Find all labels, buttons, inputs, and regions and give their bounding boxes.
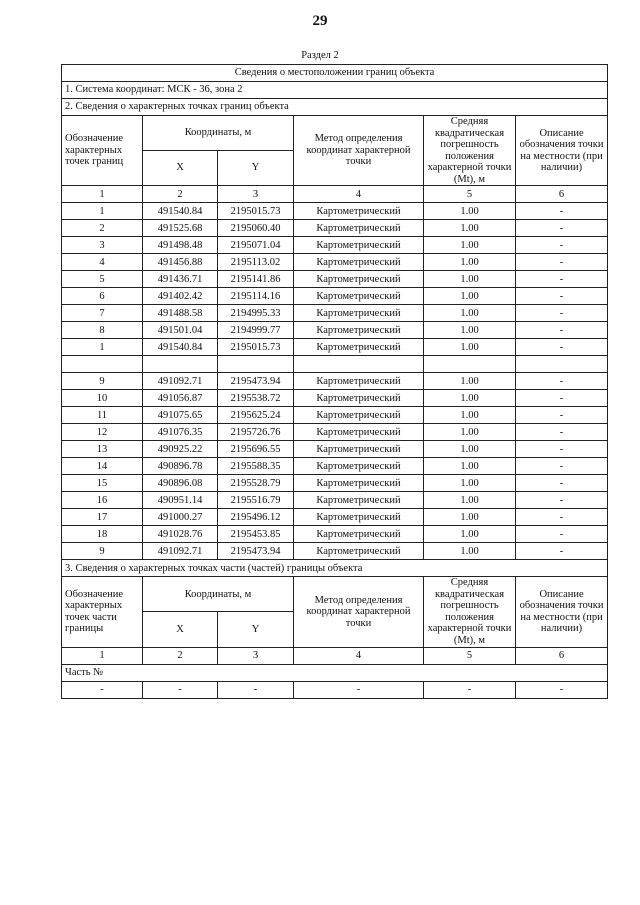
header-method: Метод определения координат характерной точки — [294, 577, 424, 647]
header-description: Описание обозначения точки на местности (при наличии) — [516, 116, 608, 186]
table-row — [62, 305, 608, 322]
point-number: 17 — [62, 509, 143, 526]
table-title: Сведения о местоположении границ объекта — [62, 65, 608, 82]
description: - — [516, 288, 608, 305]
method: Картометрический — [294, 237, 424, 254]
point-number: 9 — [62, 543, 143, 560]
coord-x: 491540.84 — [143, 203, 218, 220]
error-value: 1.00 — [424, 339, 516, 356]
point-number: 18 — [62, 526, 143, 543]
method: Картометрический — [294, 526, 424, 543]
error-value: 1.00 — [424, 475, 516, 492]
coord-y: 2195516.79 — [218, 492, 294, 509]
table-row — [62, 237, 608, 254]
method: Картометрический — [294, 458, 424, 475]
error-value: 1.00 — [424, 492, 516, 509]
description: - — [516, 339, 608, 356]
error-value: 1.00 — [424, 220, 516, 237]
point-number: 6 — [62, 288, 143, 305]
description: - — [516, 203, 608, 220]
table-row — [62, 254, 608, 271]
coord-y: 2195588.35 — [218, 458, 294, 475]
error-value: 1.00 — [424, 407, 516, 424]
description: - — [516, 407, 608, 424]
section-label: Раздел 2 — [301, 50, 339, 61]
column-number: 6 — [516, 186, 608, 203]
coord-x: 490925.22 — [143, 441, 218, 458]
part-cell: - — [424, 681, 516, 698]
page-number: 29 — [312, 13, 328, 29]
error-value: 1.00 — [424, 288, 516, 305]
coordinate-system: 1. Система координат: МСК - 36, зона 2 — [62, 82, 608, 99]
coord-y: 2195015.73 — [218, 203, 294, 220]
table-row — [62, 458, 608, 475]
method: Картометрический — [294, 203, 424, 220]
description: - — [516, 424, 608, 441]
point-number: 12 — [62, 424, 143, 441]
point-number: 3 — [62, 237, 143, 254]
coord-x: 491075.65 — [143, 407, 218, 424]
table-row — [62, 271, 608, 288]
header-method: Метод определения координат характерной точки — [294, 116, 424, 186]
part-cell: - — [143, 681, 218, 698]
coord-x: 491092.71 — [143, 373, 218, 390]
method: Картометрический — [294, 322, 424, 339]
method: Картометрический — [294, 441, 424, 458]
coord-y: 2195453.85 — [218, 526, 294, 543]
description: - — [516, 543, 608, 560]
section3-title: 3. Сведения о характерных точках части (частей) границы объекта — [62, 560, 608, 577]
table-row — [62, 407, 608, 424]
point-number: 9 — [62, 373, 143, 390]
coord-x: 491488.58 — [143, 305, 218, 322]
description: - — [516, 509, 608, 526]
table-row — [62, 203, 608, 220]
coord-y: 2195528.79 — [218, 475, 294, 492]
table-row — [62, 509, 608, 526]
column-number: 6 — [516, 647, 608, 664]
point-number: 16 — [62, 492, 143, 509]
description: - — [516, 390, 608, 407]
coord-x: 491028.76 — [143, 526, 218, 543]
header-y: Y — [218, 612, 294, 647]
error-value: 1.00 — [424, 373, 516, 390]
header-x: X — [143, 612, 218, 647]
point-number: 7 — [62, 305, 143, 322]
table-row — [62, 288, 608, 305]
method: Картометрический — [294, 509, 424, 526]
column-number: 1 — [62, 186, 143, 203]
point-number: 14 — [62, 458, 143, 475]
coord-x: 491525.68 — [143, 220, 218, 237]
point-number: 13 — [62, 441, 143, 458]
table-row — [62, 424, 608, 441]
description: - — [516, 271, 608, 288]
method: Картометрический — [294, 305, 424, 322]
part-label: Часть № — [62, 664, 608, 681]
description: - — [516, 526, 608, 543]
coord-x: 490951.14 — [143, 492, 218, 509]
method: Картометрический — [294, 424, 424, 441]
point-number: 1 — [62, 339, 143, 356]
method: Картометрический — [294, 390, 424, 407]
coord-y: 2194995.33 — [218, 305, 294, 322]
coord-y: 2194999.77 — [218, 322, 294, 339]
method: Картометрический — [294, 407, 424, 424]
section2-title: 2. Сведения о характерных точках границ объекта — [62, 99, 608, 116]
table-row — [62, 441, 608, 458]
coord-x: 491540.84 — [143, 339, 218, 356]
coord-y: 2195538.72 — [218, 390, 294, 407]
table-row — [62, 543, 608, 560]
table-row — [62, 322, 608, 339]
part-cell: - — [516, 681, 608, 698]
coord-y: 2195625.24 — [218, 407, 294, 424]
method: Картометрический — [294, 220, 424, 237]
table-row — [62, 373, 608, 390]
method: Картометрический — [294, 492, 424, 509]
column-number: 5 — [424, 647, 516, 664]
coord-y: 2195071.04 — [218, 237, 294, 254]
empty-cell — [294, 356, 424, 373]
coord-y: 2195496.12 — [218, 509, 294, 526]
coord-x: 491498.48 — [143, 237, 218, 254]
header-description: Описание обозначения точки на местности (при наличии) — [516, 577, 608, 647]
table-row — [62, 220, 608, 237]
coord-x: 491000.27 — [143, 509, 218, 526]
description: - — [516, 458, 608, 475]
part-cell: - — [62, 681, 143, 698]
table-row — [62, 681, 608, 698]
header-x: X — [143, 151, 218, 186]
column-number: 3 — [218, 186, 294, 203]
point-number: 5 — [62, 271, 143, 288]
description: - — [516, 373, 608, 390]
method: Картометрический — [294, 271, 424, 288]
description: - — [516, 441, 608, 458]
error-value: 1.00 — [424, 458, 516, 475]
coord-x: 491056.87 — [143, 390, 218, 407]
error-value: 1.00 — [424, 254, 516, 271]
method: Картометрический — [294, 254, 424, 271]
description: - — [516, 254, 608, 271]
coord-y: 2195726.76 — [218, 424, 294, 441]
header-error: Средняя квадратическая погрешность положения характерной точки (Mt), м — [424, 116, 516, 186]
method: Картометрический — [294, 373, 424, 390]
table-row — [62, 475, 608, 492]
empty-cell — [516, 356, 608, 373]
description: - — [516, 305, 608, 322]
column-number: 5 — [424, 186, 516, 203]
description: - — [516, 237, 608, 254]
header-y: Y — [218, 151, 294, 186]
coord-x: 491092.71 — [143, 543, 218, 560]
header-coordinates: Координаты, м — [143, 577, 294, 612]
part-cell: - — [294, 681, 424, 698]
description: - — [516, 220, 608, 237]
description: - — [516, 492, 608, 509]
error-value: 1.00 — [424, 271, 516, 288]
boundary-table — [61, 64, 608, 699]
error-value: 1.00 — [424, 509, 516, 526]
column-number: 2 — [143, 186, 218, 203]
coord-x: 490896.08 — [143, 475, 218, 492]
coord-x: 491076.35 — [143, 424, 218, 441]
header-designation-part: Обозначение характерных точек части границы — [62, 577, 143, 647]
column-number: 2 — [143, 647, 218, 664]
coord-y: 2195141.86 — [218, 271, 294, 288]
error-value: 1.00 — [424, 322, 516, 339]
coord-x: 490896.78 — [143, 458, 218, 475]
method: Картометрический — [294, 475, 424, 492]
point-number: 4 — [62, 254, 143, 271]
coord-y: 2195473.94 — [218, 543, 294, 560]
point-number: 10 — [62, 390, 143, 407]
column-number: 4 — [294, 186, 424, 203]
table-row — [62, 390, 608, 407]
point-number: 2 — [62, 220, 143, 237]
point-number: 1 — [62, 203, 143, 220]
part-cell: - — [218, 681, 294, 698]
header-error: Средняя квадратическая погрешность положения характерной точки (Mt), м — [424, 577, 516, 647]
coord-y: 2195473.94 — [218, 373, 294, 390]
coord-y: 2195015.73 — [218, 339, 294, 356]
error-value: 1.00 — [424, 526, 516, 543]
point-number: 8 — [62, 322, 143, 339]
method: Картометрический — [294, 288, 424, 305]
coord-x: 491501.04 — [143, 322, 218, 339]
header-coordinates: Координаты, м — [143, 116, 294, 151]
method: Картометрический — [294, 543, 424, 560]
column-number-row — [62, 647, 608, 664]
empty-cell — [143, 356, 218, 373]
error-value: 1.00 — [424, 424, 516, 441]
point-number: 15 — [62, 475, 143, 492]
coord-x: 491402.42 — [143, 288, 218, 305]
contour-separator-row — [62, 356, 608, 373]
column-number-row — [62, 186, 608, 203]
header-designation: Обозначение характерных точек границ — [62, 116, 143, 186]
coord-y: 2195114.16 — [218, 288, 294, 305]
coord-x: 491436.71 — [143, 271, 218, 288]
empty-cell — [218, 356, 294, 373]
error-value: 1.00 — [424, 305, 516, 322]
empty-cell — [424, 356, 516, 373]
error-value: 1.00 — [424, 237, 516, 254]
coord-y: 2195696.55 — [218, 441, 294, 458]
column-number: 1 — [62, 647, 143, 664]
coord-y: 2195060.40 — [218, 220, 294, 237]
method: Картометрический — [294, 339, 424, 356]
table-row — [62, 526, 608, 543]
empty-cell — [62, 356, 143, 373]
column-number: 3 — [218, 647, 294, 664]
point-number: 11 — [62, 407, 143, 424]
error-value: 1.00 — [424, 390, 516, 407]
description: - — [516, 322, 608, 339]
column-number: 4 — [294, 647, 424, 664]
coord-y: 2195113.02 — [218, 254, 294, 271]
coord-x: 491456.88 — [143, 254, 218, 271]
error-value: 1.00 — [424, 203, 516, 220]
description: - — [516, 475, 608, 492]
error-value: 1.00 — [424, 441, 516, 458]
table-row — [62, 339, 608, 356]
table-row — [62, 492, 608, 509]
error-value: 1.00 — [424, 543, 516, 560]
